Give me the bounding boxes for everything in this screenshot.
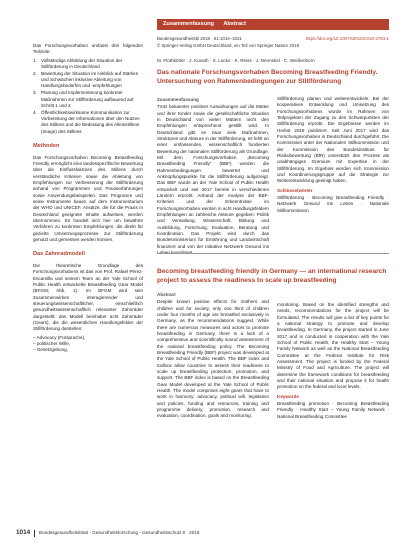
badge-abstract: Abstract xyxy=(223,21,247,27)
left-column xyxy=(33,43,143,354)
keywords-de-heading: Schlüsselwörter xyxy=(277,187,313,193)
abstract-de-heading: Zusammenfassung xyxy=(157,97,199,102)
goal-list xyxy=(33,58,143,135)
author-list: M. Flothkötter · J. Kunath · S. Lücke · K. Reiss · J. Nennstiel · C. Weißenborn xyxy=(157,58,315,63)
section-divider xyxy=(157,253,389,254)
title-english: Becoming breastfeeding friendly in Germany — an international research project to assess the readiness to scale up breastfeeding xyxy=(157,268,387,284)
abstract-de-right xyxy=(277,96,389,216)
footer-separator xyxy=(34,530,35,537)
abstract-en-text-cont: monitoring. Based on the identified strengths and needs, recommendations for the project will be formulated. The results will give a list of key points for a national strategy to promote and develop breastfeeding. In Germany, the project started in June 2017 and is conducted in cooperation with the Yale School of Public Health, the Healthy Start – Young Family Network as well as the National Breastfeeding Committee at the Federal Institute for Risk Assessment. The project is funded by the Federal Ministry of Food and Agriculture. The project will determine the framework conditions for breastfeeding and their national situation and propose it for health promotion on the federal and local levels. xyxy=(277,302,389,390)
doi-link[interactable]: https://doi.org/10.1007/s00103-018-2784-1 xyxy=(305,36,389,41)
citation: Bundesgesundheitsbl 2018 · 61:1014–1021 xyxy=(157,36,242,41)
page-number: 1014 xyxy=(16,529,31,536)
list-item: 4. Öffentlichkeitswirksame Kommunikation zur Vorbereitung der Informationen über den Nutzen des Stillens und die Bedeutung des Alleinstillens (Image) des Stillens xyxy=(33,109,140,134)
copyright: © Springer-Verlag GmbH Deutschland, ein Teil von Springer Nature 2018 xyxy=(157,42,300,48)
list-item: 2. Bewertung der Situation im Hinblick auf Stärken und Schwächen inklusive Ableitung von Handlungsbedarfen und -empfehlungen xyxy=(33,70,139,89)
list-item: 3. Planung und Implementierung konkreter Maßnahmen zur Stillförderung aufbauend auf Schritt 1 und 2 xyxy=(33,90,134,108)
keywords-en: Breastfeeding promotion · Becoming Breastfeeding Friendly · Healthy Start – Young Family Network · National Breastfeeding Committee xyxy=(277,400,389,419)
abstract-en-right xyxy=(277,302,389,422)
abstract-en-text: Despite known positive effects for mothers and children and for society, only one third of children under four months of age are breastfed exclusively in Germany, as the recommendations suggest. While there are numerous measures and actors to promote breastfeeding in Germany, there is a lack of a comprehensive and scientifically sound assessment of the national breastfeeding policy. The Becoming Breastfeeding Friendly (BBF) project was developed at the Yale School of Public Health. The BBF index and toolbox allow countries to assess their readiness to scale up breastfeeding protection, promotion, and support. The BBF index is based on the Breastfeeding Gear Model developed at the Yale School of Public Health. The model comprises eight gears that have to work in harmony: advocacy, political will, legislation and policies, funding and resources, training and programme delivery, promotion, research and evaluation, coordination, goals and monitoring. xyxy=(157,299,269,419)
page-footer xyxy=(16,529,396,538)
abstract-de-left xyxy=(157,97,269,258)
abstract-de-text: Trotz bekannter positiver Auswirkungen auf die Mütter und ihrer Kinder sowie die gesellschaftliche Situation in Deutschland von vielen Müttern nicht den Empfehlungen entsprechend gestillt wird. In Deutschland gibt es zwar viele Maßnahmen, Strukturen und Akteure in der Stillförderung, es fehlt an einer umfassenden, wissenschaftlich fundierten Bewertung der nationalen Stillförderung als Grundlage. Mit dem Forschungsvorhaben „Becoming Breastfeeding Friendly“ (BBF) werden die Rahmenbedingungen bewertet und Anknüpfungspunkte für die Stillförderung aufgezeigt. Das BBF wurde an der Yale School of Public Health entwickelt und seit 2017 bereits in verschiedenen Ländern erprobt. Anhand der Analyse der BBF-Kriterien und der Erkenntnisse im Forschungsvorhaben werden in acht Handlungsfeldern Empfehlungen an zahlreiche Akteure gegeben: Politik und Verwaltung, Wissenschaft, Bildung und Ausbildung, Forschung, Evaluation, Beratung und Koordination. Das Projekt wird durch das Bundesministerium für Ernährung und Landwirtschaft finanziert und von der Initiative Netzwerk Gesund ins Leben koordiniert. xyxy=(157,104,269,255)
model-paragraph: Die theoretische Grundlage des Forschungsvorhabens ist das von Prof. Rafael Pérez-Escamilla und seinem Team an der Yale School of Public Health entwickelte Breastfeeding Gear Model (BFGM; Abb. 1). Im BFGM wird sein Zusammenwirken interagierender und steuerungswissenschaftlicher, einschließlich gesundheitswissenschaftlich relevanter Zahnräder dargestellt: das Modell beinhaltet acht Zahnräder (Gears), die die wesentlichen Handlungsfelder der Stillförderung darstellen: xyxy=(33,263,143,332)
badge-zusammenfassung: Zusammenfassung xyxy=(163,21,214,27)
model-heading: Das Zahnradmodell xyxy=(33,251,85,258)
article-meta xyxy=(157,36,389,49)
gear-list xyxy=(33,335,143,354)
abstract-en-left xyxy=(157,292,269,422)
keywords-de: Stillförderung · Becoming Breastfeeding Friendly · Netzwerk Gesund ins Leben · Nationale Stillkommission xyxy=(277,194,389,213)
list-item: – Advocacy (Fürsprache), xyxy=(33,335,143,341)
list-item: 1. Vollständige Abbildung der Situation der Stillförderung in Deutschland xyxy=(33,57,123,69)
intro-paragraph: Das Forschungsvorhaben umfasst drei folgenden Teilziele: xyxy=(33,43,143,55)
list-item: – Gesetzgebung, xyxy=(33,347,143,353)
abstract-de-text-cont: Stillförderung planen und weiterentwickeln. Bei der kooperativen Entwicklung und Umsetzung des Forschungsvorhabens wurde im Rahmen von Teilprojekten der Zugang zu den Schwerpunkten der Stillförderung erprobt. Die Ergebnisse werden im Herbst 2019 publiziert. Seit Juni 2017 wird das Forschungsvorhaben in Deutschland durchgeführt. Die Kommission unter der Nationalen Stillkommission und der Kommission des Bundesinstituts für Risikobewertung (BfR) unterstützt den Prozess als unabhängiges Gremium mit Expertise in der Stillförderung. Im Ergebnis werden sich Kommission und Koordinierungsgruppe auf die Strategie zur Weiterentwicklung geeinigt haben. xyxy=(277,96,389,184)
methods-heading: Methoden xyxy=(33,143,60,150)
methods-paragraph: Das Forschungsvorhaben Becoming Breastfeeding Friendly ermöglicht eine landesspezifische Bewertung über die Einflussfaktoren des Stillens durch verständliche Kriterien sowie die Ableitung von Empfehlungen zur Verbesserung der Stillförderung anhand von Programmen und Praxiserfahrungen sowie Anwendungsbeispielen. Das Programm und seine Instrumente bauen auf dem Instrumentarium der WHO und UNICEF. Ansätze, die für die Praxis in Deutschland geeignete Inhalte aufweisen, werden übernommen. Es handelt sich hier um bewährte Verfahren zu konkreten Empfehlungen, die direkt für gezielte Umsetzungsprozesse zur Stillförderung genutzt und gemessen werden können. xyxy=(33,154,143,243)
abstract-header-bar xyxy=(157,19,389,30)
keywords-en-heading: Keywords xyxy=(277,393,299,399)
title-german: Das nationale Forschungsvorhaben Becoming Breastfeeding Friendly. Untersuchung von Rahmenbedingungen zur Stillförderung xyxy=(157,69,378,85)
abstract-en-heading: Abstract xyxy=(157,292,176,297)
journal-name: Bundesgesundheitsblatt - Gesundheitsforschung - Gesundheitsschutz 8 · 2018 xyxy=(39,530,200,536)
list-item: – politischer Wille, xyxy=(33,341,143,347)
